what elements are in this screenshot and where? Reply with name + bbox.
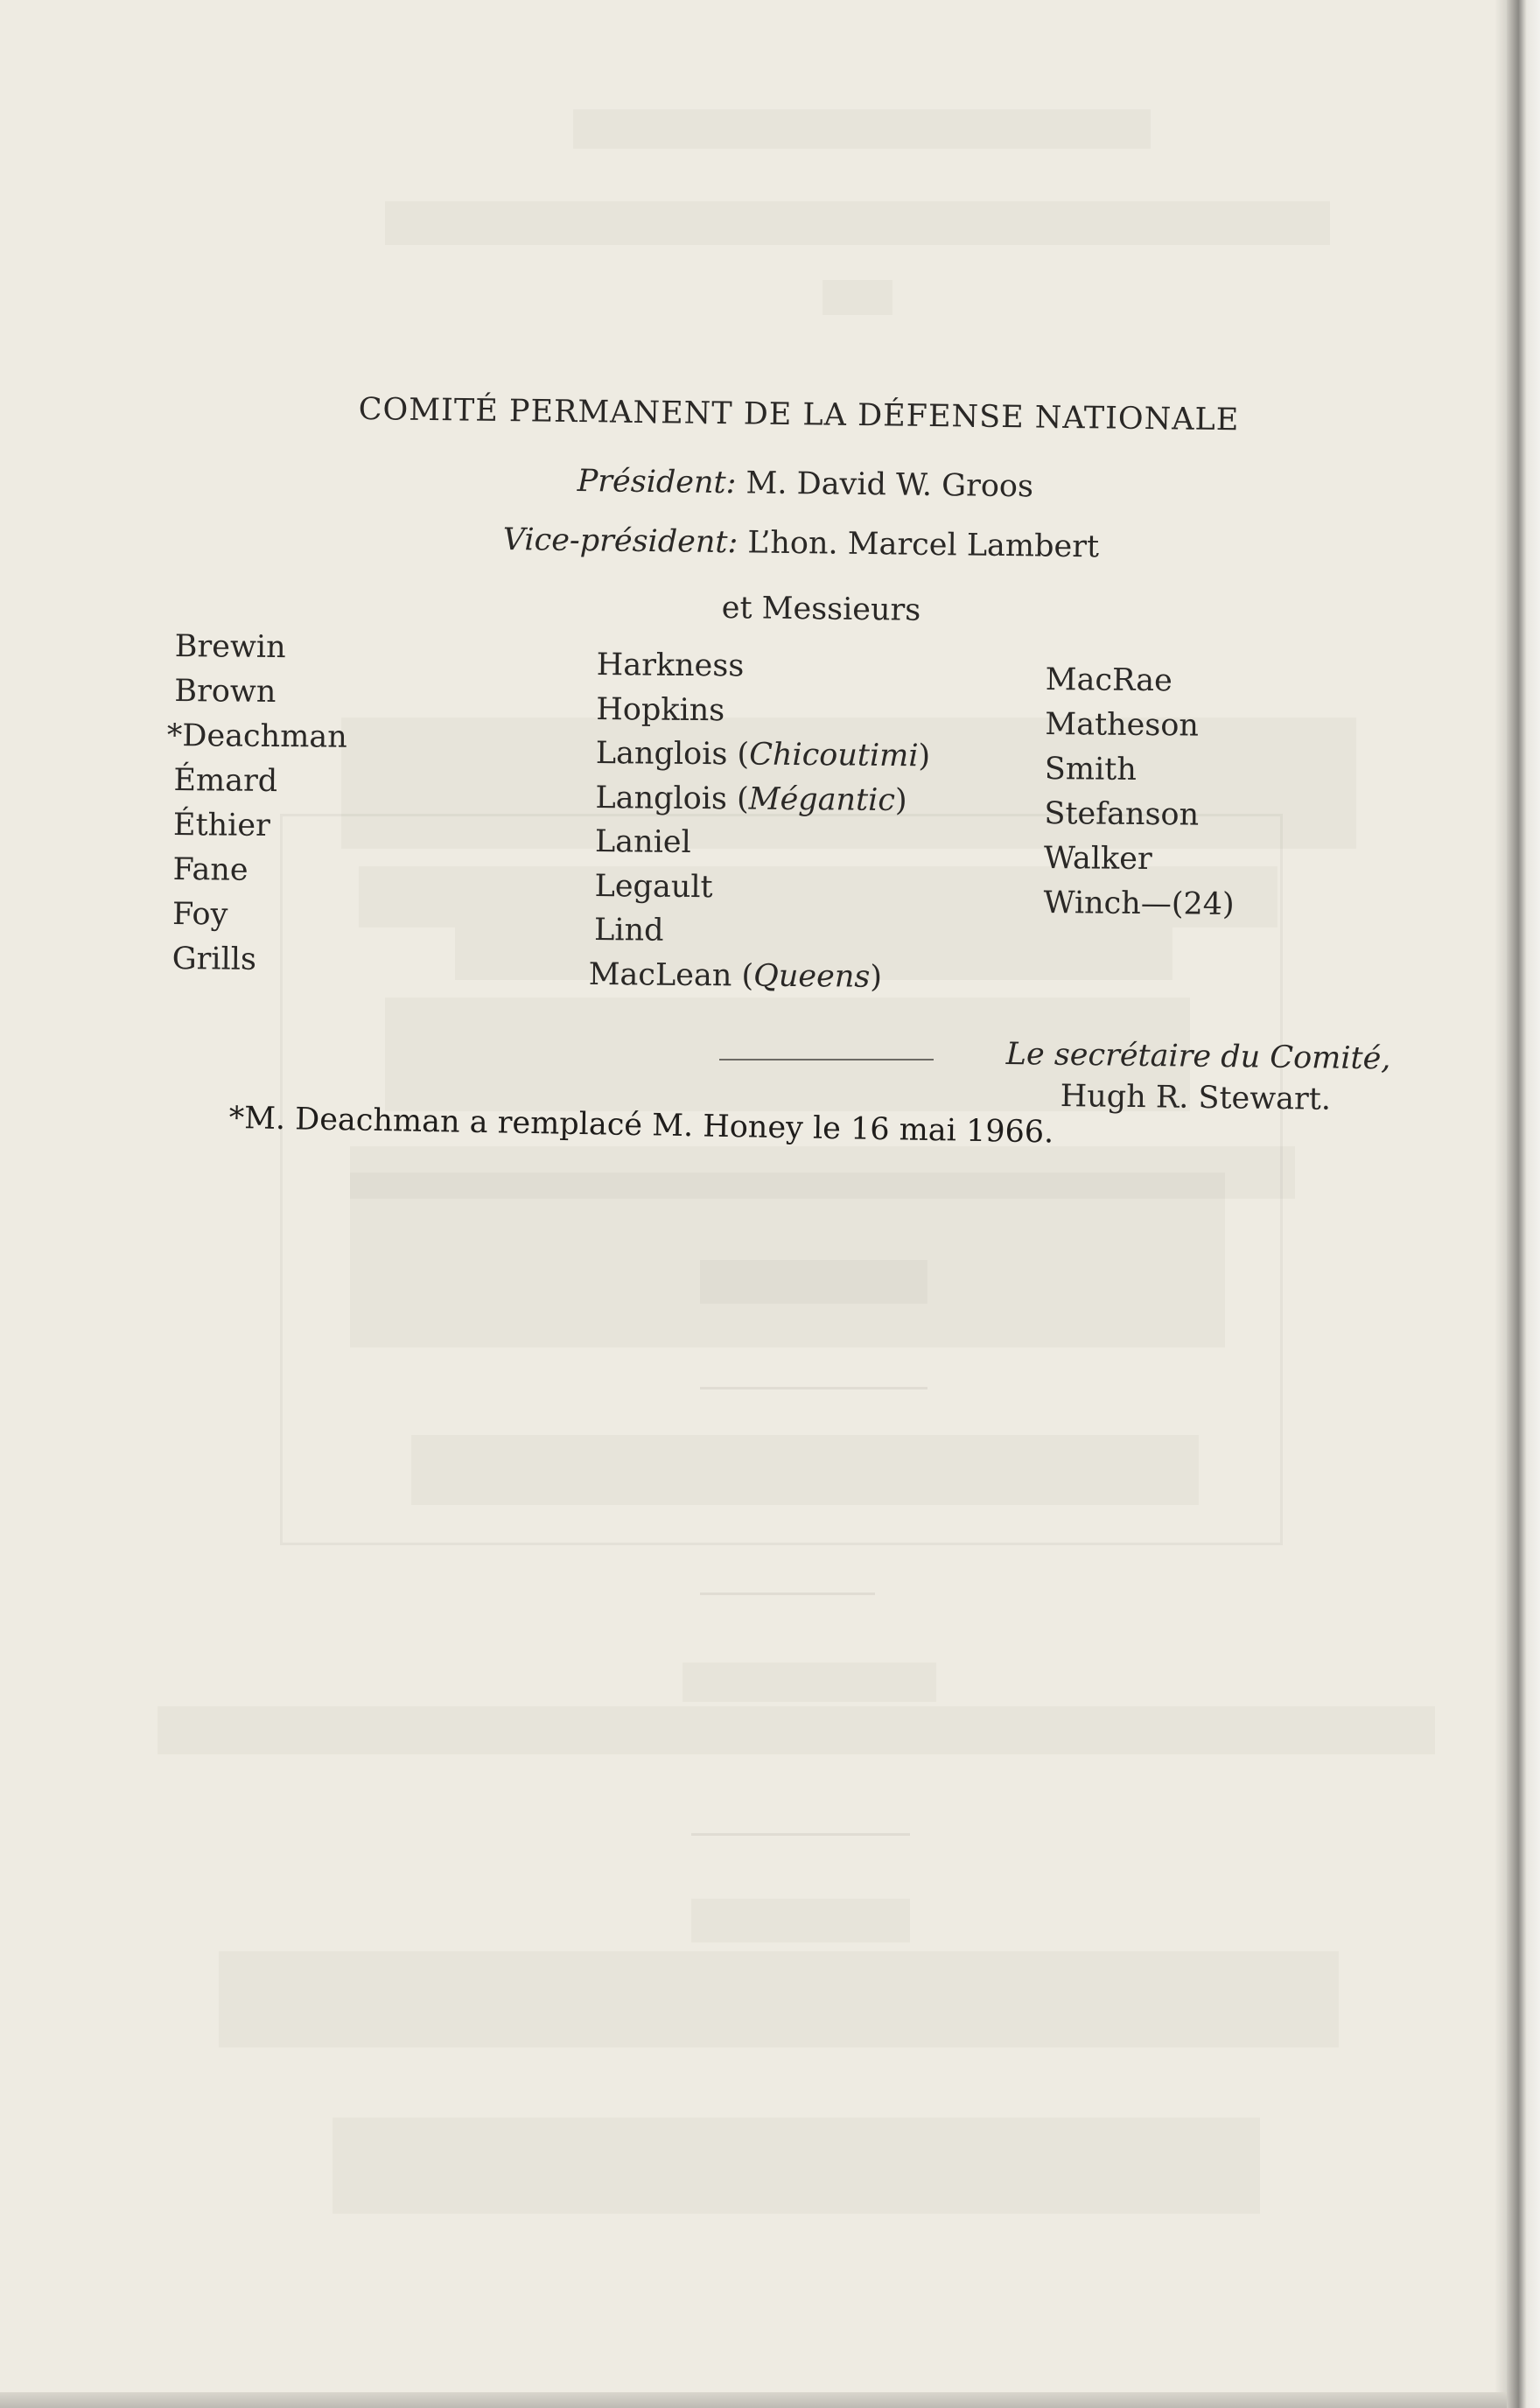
member-entry: Langlois (Mégantic) (595, 780, 907, 818)
president-role: Président: (577, 464, 737, 501)
member-name: Legault (594, 868, 713, 905)
member-name: Matheson (1045, 706, 1200, 744)
vice-president-name: L’hon. Marcel Lambert (747, 525, 1100, 565)
member-name: Brewin (174, 628, 286, 666)
president-name: M. David W. Groos (746, 466, 1034, 505)
member-name: MacLean (588, 956, 732, 993)
member-name: MacRae (1045, 662, 1172, 699)
secretary-name: Hugh R. Stewart. (1060, 1079, 1332, 1117)
member-name: Brown (174, 673, 276, 710)
member-column-1 (166, 625, 347, 984)
member-entry (594, 908, 929, 956)
member-entry: MacLean (Queens) (588, 956, 883, 995)
footnote: *M. Deachman a remplacé M. Honey le 16 mai 1966. (228, 1101, 1054, 1151)
member-name: Langlois (595, 780, 728, 816)
member-name: Foy (172, 896, 228, 933)
member-name: Hopkins (596, 691, 725, 728)
member-riding: Queens (752, 958, 871, 995)
president-line (578, 464, 1034, 504)
member-name: Fane (172, 851, 248, 888)
member-name: Laniel (594, 823, 691, 860)
member-name: Grills (172, 941, 257, 977)
member-riding: Chicoutimi (748, 737, 919, 774)
committee-heading: COMITÉ PERMANENT DE LA DÉFENSE NATIONALE (358, 392, 1240, 438)
member-column-3 (1043, 658, 1236, 928)
member-name: *Deachman (166, 718, 347, 755)
member-name: Éthier (172, 807, 270, 844)
messieurs-label: et Messieurs (721, 591, 921, 628)
member-column-2 (588, 643, 931, 999)
member-name: Smith (1044, 751, 1138, 788)
page-edge-shadow (1494, 0, 1507, 2408)
separator-rule (719, 1059, 934, 1060)
member-name: Langlois (595, 735, 728, 773)
member-name: Stefanson (1044, 795, 1200, 833)
vice-president-line (503, 522, 1100, 564)
secretary-title: Le secrétaire du Comité, (1005, 1037, 1391, 1077)
page-edge (1507, 0, 1540, 2408)
member-entry (594, 864, 929, 911)
member-name: Winch—(24) (1043, 885, 1235, 922)
member-riding: Mégantic (748, 781, 896, 818)
member-name: Émard (173, 762, 278, 800)
vice-president-role: Vice-président: (502, 522, 738, 561)
member-name: Walker (1043, 840, 1152, 878)
member-name: Lind (593, 912, 664, 948)
bottom-edge (0, 2392, 1507, 2408)
member-entry (597, 643, 932, 690)
member-entry (596, 687, 931, 734)
member-entry: Langlois (Chicoutimi) (595, 735, 931, 774)
member-entry (595, 820, 930, 867)
member-name: Harkness (596, 647, 745, 684)
